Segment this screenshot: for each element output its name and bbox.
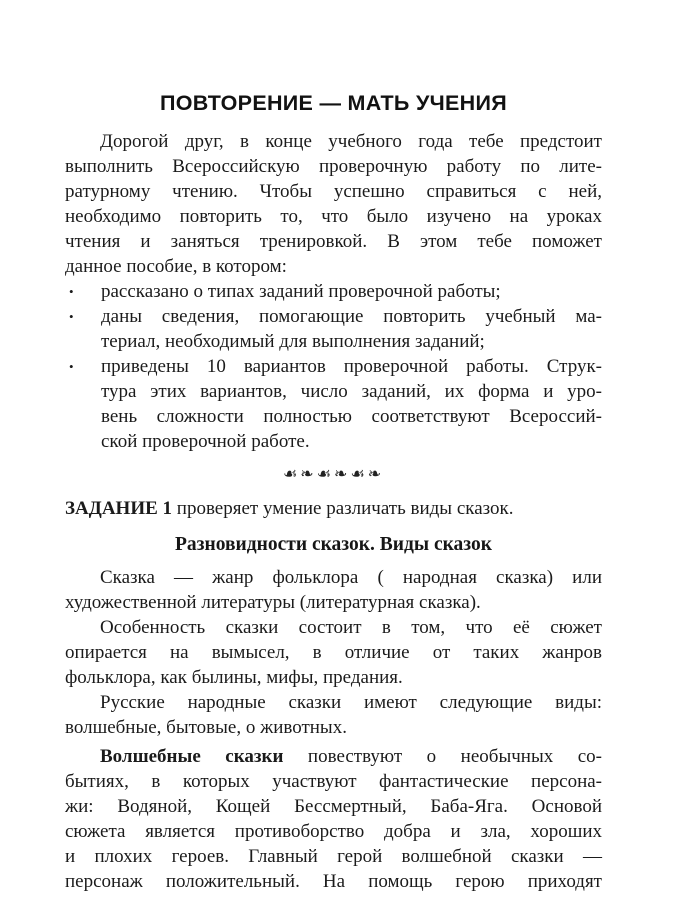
text-line: териал, необходимый для выполнения заданий; <box>101 331 485 352</box>
text-line: вень сложности полностью соответствуют Всероссий- <box>101 406 602 427</box>
text-line: необходимо повторить то, что было изучено на уроках <box>65 206 602 227</box>
text-line: даны сведения, помогающие повторить учебный ма- <box>101 306 602 327</box>
paragraph-skazka-feature <box>65 615 602 690</box>
paragraph-magic-tales <box>65 744 602 894</box>
text-line: бытиях, в которых участвуют фантастические персона- <box>65 771 602 792</box>
bullet-icon: • <box>69 309 74 324</box>
text-line: сюжета является противоборство добра и зла, хороших <box>65 821 602 842</box>
floral-divider-icon: ☙❧☙❧☙❧ <box>282 464 385 483</box>
text-line: Сказка — жанр фольклора ( народная сказка) или <box>100 567 602 588</box>
text-line: и плохих героев. Главный герой волшебной сказки — <box>65 846 602 867</box>
text-line: Дорогой друг, в конце учебного года тебе предстоит <box>100 131 602 152</box>
bullet-item <box>65 279 602 304</box>
text-line: ратурному чтению. Чтобы успешно справиться с ней, <box>65 181 602 202</box>
bullet-text <box>101 354 602 454</box>
text-line: Русские народные сказки имеют следующие виды: <box>100 692 602 713</box>
magic-tales-lead: Волшебные сказки <box>100 746 284 767</box>
bullet-text <box>101 304 602 354</box>
text-line: волшебные, бытовые, о животных. <box>65 717 347 738</box>
text-line: чтения и заняться тренировкой. В этом тебе поможет <box>65 231 602 252</box>
bullet-text <box>101 279 602 304</box>
text-line: тура этих вариантов, число заданий, их форма и уро- <box>101 381 602 402</box>
magic-tales-lines <box>65 769 602 894</box>
bullet-item <box>65 304 602 354</box>
text-line: данное пособие, в котором: <box>65 256 287 277</box>
text-line: фольклора, как былины, мифы, предания. <box>65 667 403 688</box>
text-line: рассказано о типах заданий проверочной работы; <box>101 281 501 302</box>
bullet-icon: • <box>69 359 74 374</box>
bullet-list <box>65 279 602 454</box>
text-line <box>65 744 602 769</box>
text-line: выполнить Всероссийскую проверочную работу по лите- <box>65 156 602 177</box>
task-line <box>65 496 602 521</box>
text-line: персонаж положительный. На помощь герою приходят <box>65 871 602 892</box>
bullet-item <box>65 354 602 454</box>
text-line: жи: Водяной, Кощей Бессмертный, Баба-Яга. Основой <box>65 796 602 817</box>
paragraph-skazka-genre <box>65 565 602 615</box>
text-line: приведены 10 вариантов проверочной работы. Струк- <box>101 356 602 377</box>
magic-tales-lead-rest: повествуют о необычных со- <box>283 746 602 767</box>
text-line: опирается на вымысел, в отличие от таких жанров <box>65 642 602 663</box>
text-line: Особенность сказки состоит в том, что её сюжет <box>100 617 602 638</box>
intro-paragraph <box>65 129 602 279</box>
text-line: ской проверочной работе. <box>101 431 310 452</box>
bullet-icon: • <box>69 284 74 299</box>
section-subheading: Разновидности сказок. Виды сказок <box>174 534 493 555</box>
task-label: ЗАДАНИЕ 1 <box>65 498 173 519</box>
page-title: ПОВТОРЕНИЕ — МАТЬ УЧЕНИЯ <box>159 91 508 115</box>
task-text: проверяет умение различать виды сказок. <box>172 498 514 519</box>
text-line: художественной литературы (литературная сказка). <box>65 592 481 613</box>
paragraph-skazka-types <box>65 690 602 740</box>
